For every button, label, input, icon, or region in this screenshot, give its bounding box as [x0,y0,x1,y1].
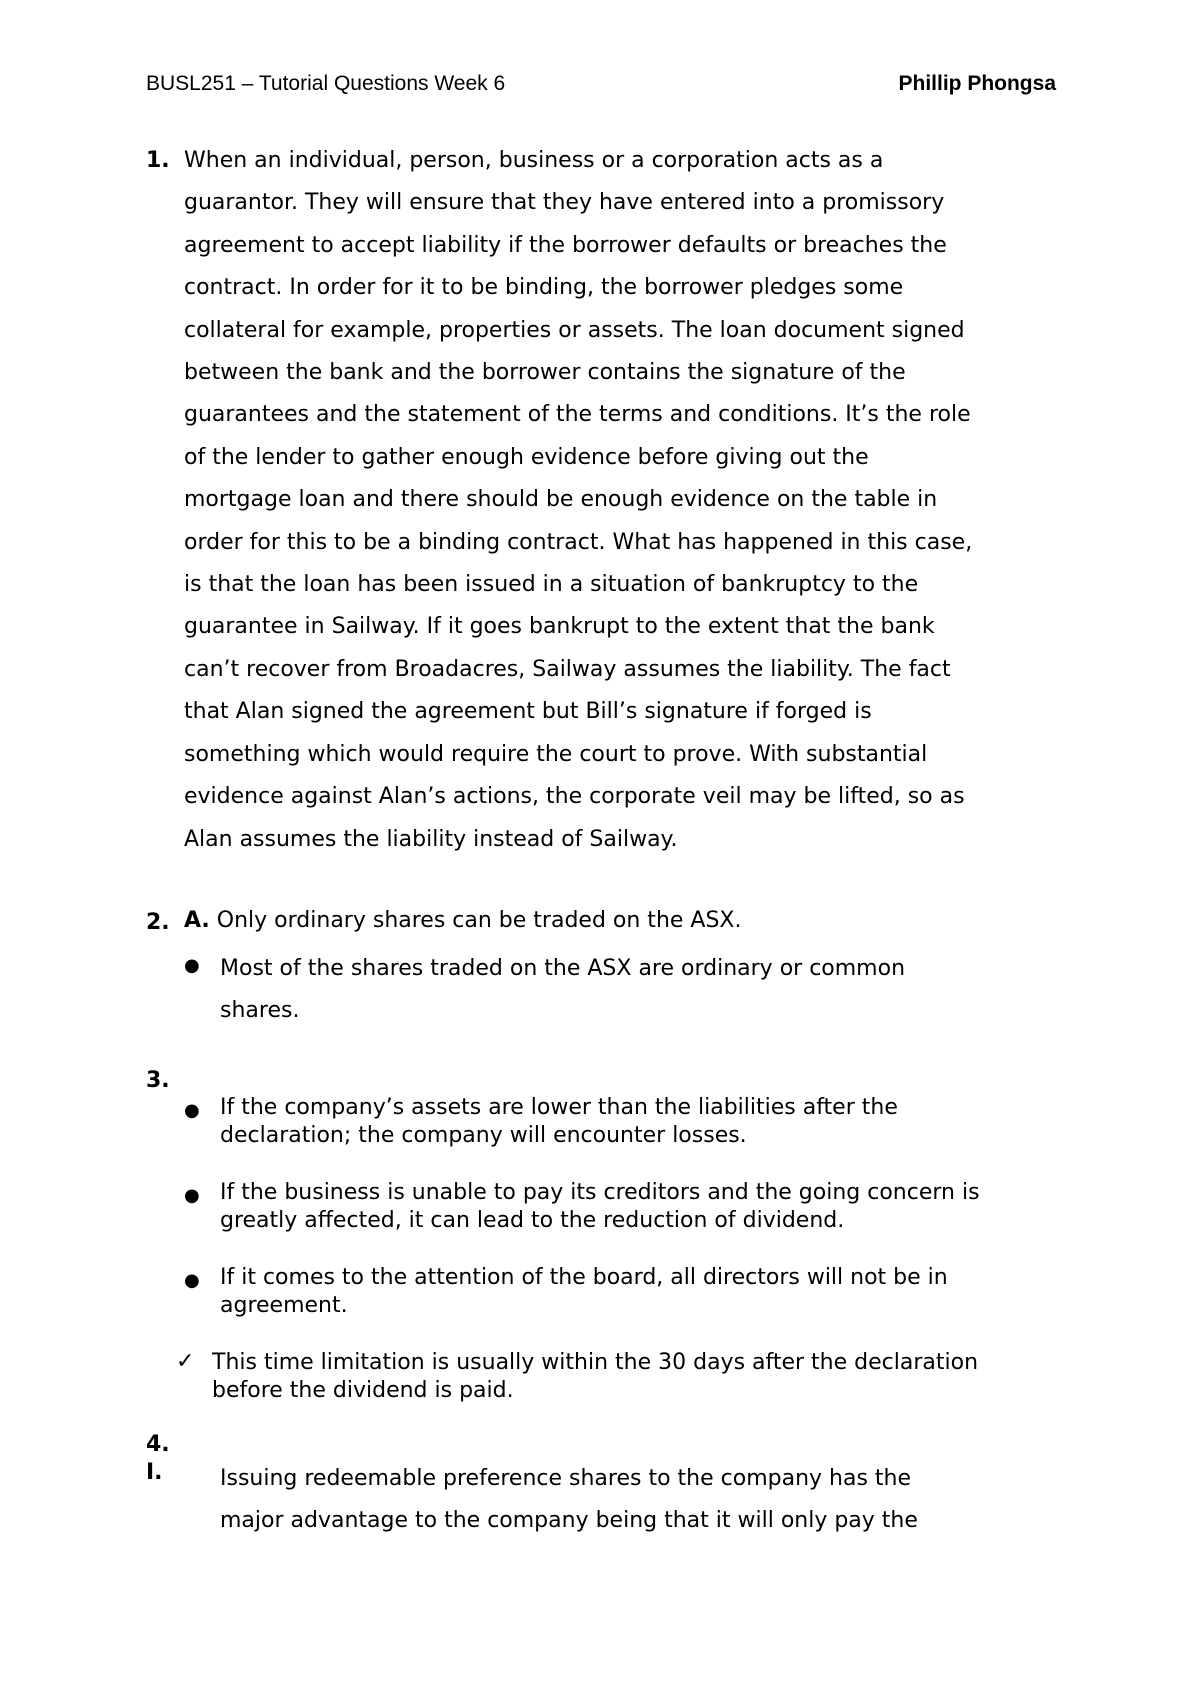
answer-line: of the lender to gather enough evidence before giving out the [184,444,869,470]
bullet-line: If the company’s assets are lower than the liabilities after the [220,1095,898,1120]
answer-line: between the bank and the borrower contains the signature of the [184,360,906,386]
checkmark-icon: ✓ [176,1349,195,1374]
bullet-icon: ● [184,1100,200,1121]
answer-line: guarantor. They will ensure that they have entered into a promissory [184,190,945,216]
answer-line: When an individual, person, business or a corporation acts as a [184,148,884,173]
bullet-line: If the business is unable to pay its creditors and the going concern is [220,1180,980,1205]
bullet-line: agreement. [220,1293,348,1318]
bullet-item [220,948,1080,1032]
answer-line: guarantee in Sailway. If it goes bankrupt to the extent that the bank [184,614,935,640]
bullet-icon: ● [184,955,200,976]
bullet-line: If it comes to the attention of the board, all directors will not be in [220,1265,948,1290]
question-2-text: Only ordinary shares can be traded on the ASX. [216,908,742,933]
bullet-item [220,1264,1080,1320]
header-author-name: Phillip Phongsa [898,72,1056,95]
bullet-line: greatly affected, it can lead to the reduction of dividend. [220,1208,845,1233]
answer-line: something which would require the court to prove. With substantial [184,741,928,767]
question-4-roman-label: I. [146,1460,163,1485]
answer-line: Issuing redeemable preference shares to the company has the [220,1466,912,1491]
answer-line: contract. In order for it to be binding, the borrower pledges some [184,275,904,301]
bullet-icon: ● [184,1270,200,1291]
question-2-part-label: A. [184,908,210,933]
bullet-item [220,1179,1080,1235]
question-4-number: 4. [146,1432,170,1457]
answer-line: evidence against Alan’s actions, the corporate veil may be lifted, so as [184,784,965,810]
answer-line: Alan assumes the liability instead of Sailway. [184,826,678,852]
bullet-line: shares. [220,998,300,1023]
question-2-number: 2. [146,910,170,935]
question-3-number: 3. [146,1068,170,1093]
bullet-icon: ● [184,1185,200,1206]
question-4-answer [220,1458,918,1542]
question-2-answer [184,908,742,933]
answer-line: can’t recover from Broadacres, Sailway assumes the liability. The fact [184,656,951,682]
header-course-title: BUSL251 – Tutorial Questions Week 6 [146,72,506,95]
answer-line: guarantees and the statement of the terms and conditions. It’s the role [184,402,971,428]
bullet-line: declaration; the company will encounter losses. [220,1123,747,1148]
answer-line: major advantage to the company being that it will only pay the [220,1508,918,1533]
answer-line: collateral for example, properties or assets. The loan document signed [184,317,965,343]
answer-line: mortgage loan and there should be enough evidence on the table in [184,487,938,513]
answer-line: agreement to accept liability if the borrower defaults or breaches the [184,232,947,258]
page-header [146,72,1056,102]
answer-line: is that the loan has been issued in a situation of bankruptcy to the [184,572,919,598]
check-line: This time limitation is usually within the 30 days after the declaration [212,1350,979,1375]
answer-line: that Alan signed the agreement but Bill’s signature if forged is [184,699,872,725]
answer-line: order for this to be a binding contract. What has happened in this case, [184,529,973,555]
question-1-answer [184,140,1064,861]
question-1-number: 1. [146,148,170,173]
bullet-item [220,1094,1080,1150]
check-item [212,1349,978,1405]
check-line: before the dividend is paid. [212,1378,514,1403]
bullet-line: Most of the shares traded on the ASX are ordinary or common [220,956,906,981]
